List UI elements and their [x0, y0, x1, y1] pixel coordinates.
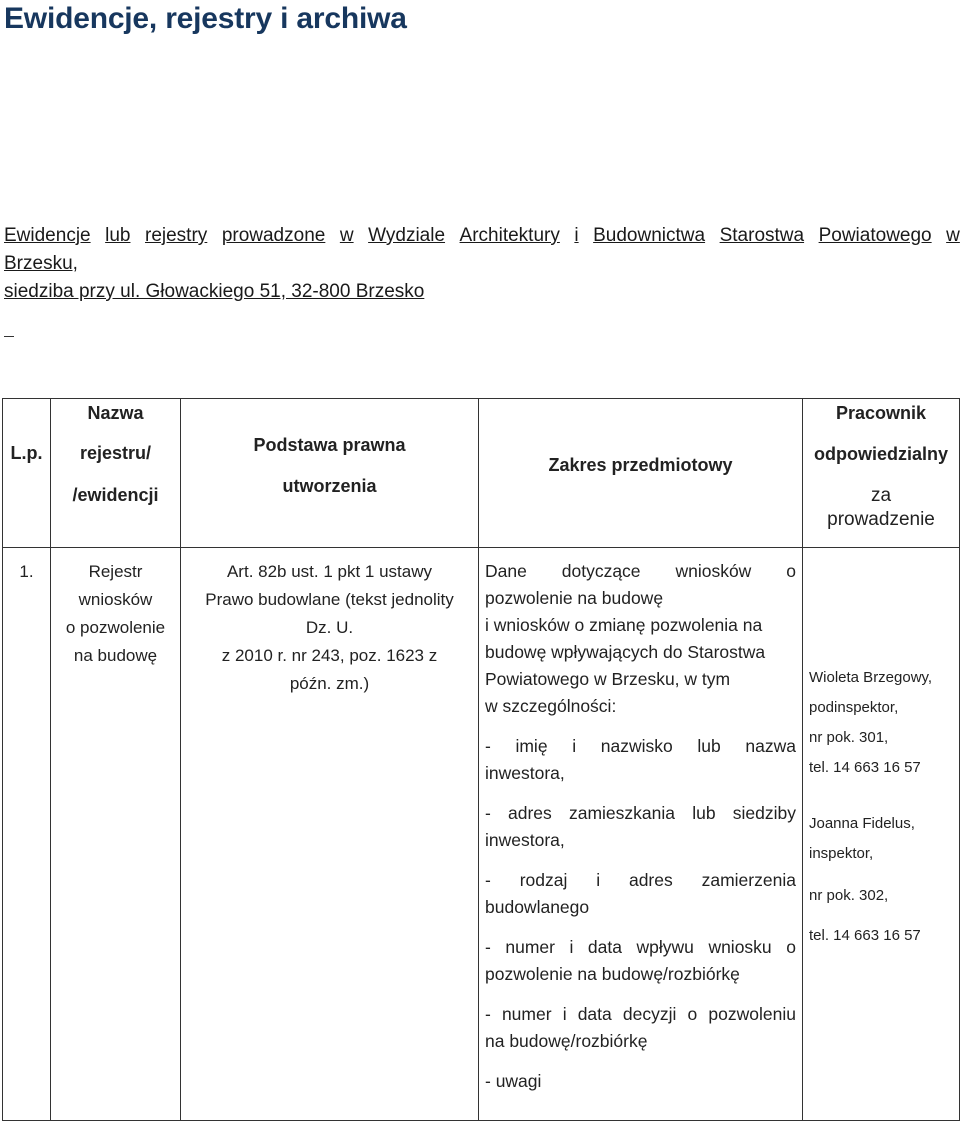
header-name: Nazwa rejestru/ /ewidencji: [51, 399, 181, 548]
scope-item: - uwagi: [485, 1071, 542, 1091]
scope-item: - rodzaj i adres zamierzenia budowlanego: [485, 870, 796, 917]
header-worker: Pracownik odpowiedzialny za prowadzenie: [803, 399, 960, 548]
table-header-row: [3, 399, 960, 548]
worker-phone: tel. 14 663 16 57: [809, 759, 921, 776]
scope-line-justified: Dane dotyczące wniosków o: [485, 561, 796, 581]
header-scope: Zakres przedmiotowy: [479, 399, 803, 548]
worker-name: Joanna Fidelus,: [809, 815, 915, 832]
worker-role: podinspektor,: [809, 699, 899, 716]
registry-table: [2, 398, 960, 1121]
cell-basis: Art. 82b ust. 1 pkt 1 ustawy Prawo budowlane (tekst jednolity Dz. U. z 2010 r. nr 243, poz. 1623 z późn. zm.): [181, 548, 479, 1121]
scope-item: - numer i data decyzji o pozwoleniu na budowę/rozbiórkę: [485, 1004, 796, 1051]
table-row: [3, 548, 960, 1121]
header-lp: L.p.: [3, 399, 51, 548]
intro-line-1: Ewidencje lub rejestry prowadzone w Wydziale Architektury i Budownictwa Starostwa Powiatowego w: [4, 225, 960, 246]
intro-line-3: siedziba przy ul. Głowackiego 51, 32-800 Brzesko: [4, 281, 425, 302]
worker-room: nr pok. 301,: [809, 729, 889, 746]
cell-worker: [803, 548, 960, 1121]
scope-item: - imię i nazwisko lub nazwa inwestora,: [485, 736, 796, 783]
header-basis: Podstawa prawna utworzenia: [181, 399, 479, 548]
page-title: Ewidencje, rejestry i archiwa: [4, 2, 407, 35]
worker-room: nr pok. 302,: [809, 887, 889, 904]
worker-phone: tel. 14 663 16 57: [809, 927, 921, 944]
cell-lp: 1.: [3, 548, 51, 1121]
worker-name: Wioleta Brzegowy,: [809, 669, 933, 686]
worker-role: inspektor,: [809, 845, 874, 862]
cell-name: Rejestr wniosków o pozwolenie na budowę: [51, 548, 181, 1121]
underscore-mark: [4, 336, 14, 337]
scope-intro: Dane dotyczące wniosków o pozwolenie na budowę i wniosków o zmianę pozwolenia na budowę wpływających do Starostwa Powiatowego w Brzesku, w tym w szczególności:: [485, 558, 796, 720]
scope-item: - numer i data wpływu wniosku o pozwolenie na budowę/rozbiórkę: [485, 937, 796, 984]
intro-line-2: Brzesku,: [4, 253, 78, 274]
scope-item: - adres zamieszkania lub siedziby inwestora,: [485, 803, 796, 850]
cell-scope: [479, 548, 803, 1121]
intro-paragraph: [4, 222, 960, 306]
